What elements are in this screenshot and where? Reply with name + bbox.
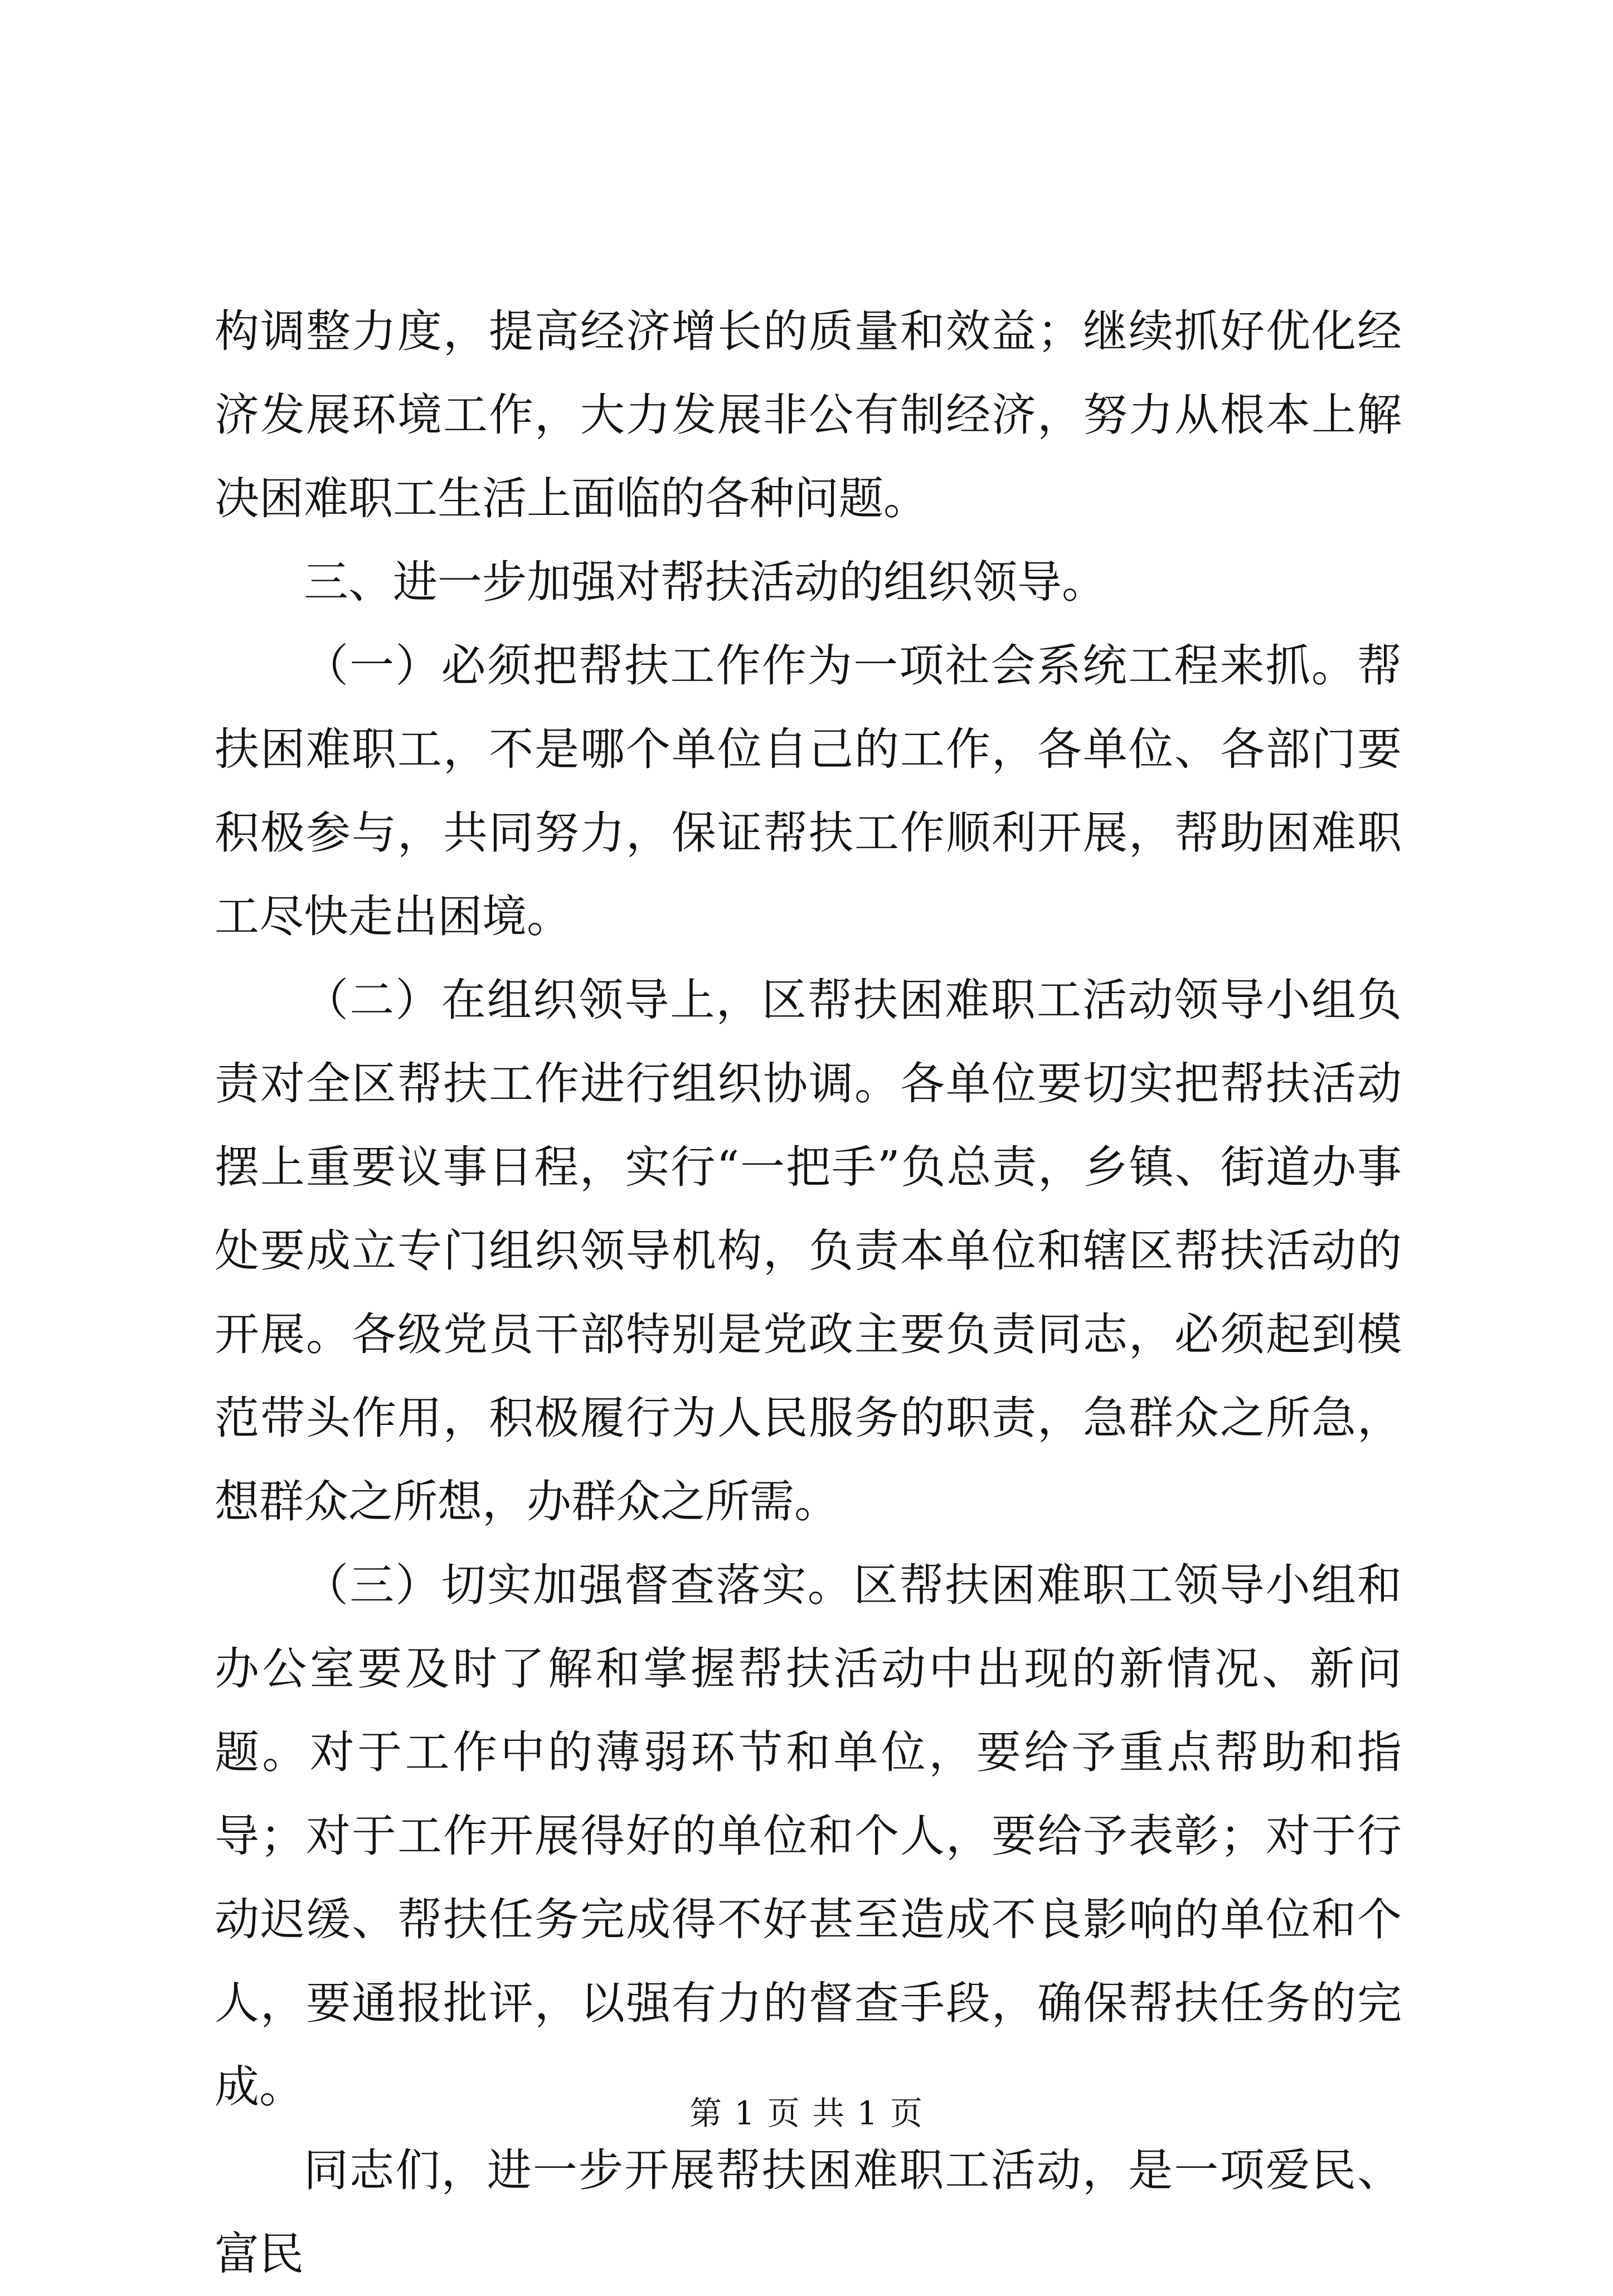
page-footer: 第 1 页 共 1 页 bbox=[689, 2094, 924, 2132]
paragraph-3: （一）必须把帮扶工作作为一项社会系统工程来抓。帮扶困难职工，不是哪个单位自己的工作，各单位、各部门要积极参与，共同努力，保证帮扶工作顺利开展，帮助困难职工尽快走出困境。 bbox=[215, 640, 1402, 942]
document-body bbox=[215, 290, 1402, 2296]
paragraph-1: 构调整力度，提高经济增长的质量和效益；继续抓好优化经济发展环境工作，大力发展非公有制经济，努力从根本上解决困难职工生活上面临的各种问题。 bbox=[215, 305, 1402, 524]
paragraph-2: 三、进一步加强对帮扶活动的组织领导。 bbox=[304, 556, 1106, 608]
paragraph-4: （二）在组织领导上，区帮扶困难职工活动领导小组负责对全区帮扶工作进行组织协调。各单位要切实把帮扶活动摆上重要议事日程，实行“一把手”负总责，乡镇、街道办事处要成立专门组织领导机构，负责本单位和辖区帮扶活动的开展。各级党员干部特别是党政主要负责同志，必须起到模范带头作用，积极履行为人民服务的职责，急群众之所急，想群众之所想，办群众之所需。 bbox=[215, 974, 1402, 1528]
paragraph-5: （三）切实加强督查落实。区帮扶困难职工领导小组和办公室要及时了解和掌握帮扶活动中出现的新情况、新问题。对于工作中的薄弱环节和单位，要给予重点帮助和指导；对于工作开展得好的单位和个人，要给予表彰；对于行动迟缓、帮扶任务完成得不好甚至造成不良影响的单位和个人，要通报批评，以强有力的督查手段，确保帮扶任务的完成。 bbox=[215, 1559, 1402, 2113]
paragraph-6: 同志们，进一步开展帮扶困难职工活动，是一项爱民、富民 bbox=[215, 2144, 1402, 2280]
